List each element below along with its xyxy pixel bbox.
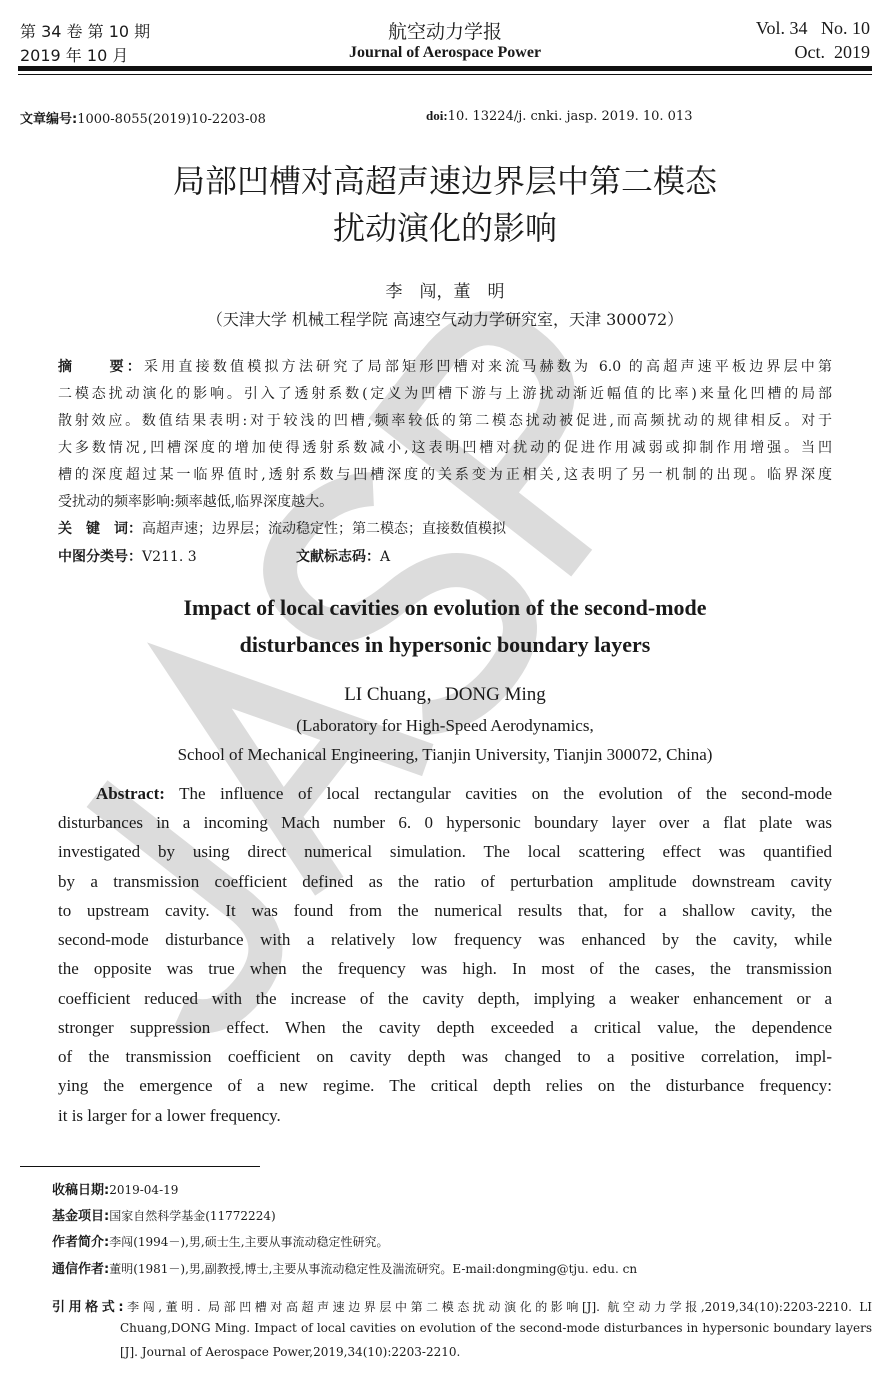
- date-cn: 2019 年 10 月: [20, 46, 129, 65]
- affiliation-cn: （天津大学 机械工程学院 高速空气动力学研究室，天津 300072）: [206, 310, 684, 329]
- abstract-en-line: it is larger for a lower frequency.: [58, 1106, 281, 1125]
- abstract-en-line: the opposite was true when the frequency was high. In most of the cases, the transmission: [58, 959, 832, 978]
- abstract-cn-line: 受扰动的频率影响:频率越低,临界深度越大。: [58, 494, 334, 510]
- corresponding-author: 通信作者:董明(1981－),男,副教授,博士,主要从事流动稳定性及湍流研究。E-mail:dongming@tju. edu. cn: [52, 1262, 638, 1277]
- abstract-en-line: investigated by using direct numerical simulation. The local scattering effect was quantified: [58, 842, 832, 861]
- affiliation-en-line2: School of Mechanical Engineering, Tianjin University, Tianjin 300072, China): [177, 745, 713, 764]
- funding: 基金项目:国家自然科学基金(11772224): [52, 1209, 276, 1224]
- abstract-en-line: disturbances in a incoming Mach number 6. 0 hypersonic boundary layer over a flat plate was: [58, 813, 832, 832]
- abstract-cn-line: 槽的深度超过某一临界值时,透射系数与凹槽深度的关系变为正相关,这表明了另一机制的出现。临界深度: [58, 467, 832, 483]
- abstract-en-line: Abstract: The influence of local rectangular cavities on the evolution of the second-mode: [96, 784, 832, 803]
- volume-en: Vol. 34 No. 10: [755, 18, 870, 38]
- title-cn-line2: 扰动演化的影响: [332, 209, 558, 247]
- abstract-en-line: stronger suppression effect. When the cavity depth exceeded a critical value, the dependence: [58, 1018, 832, 1037]
- title-en-line1: Impact of local cavities on evolution of the second-mode: [183, 595, 707, 620]
- author-bio: 作者简介:李闯(1994－),男,硕士生,主要从事流动稳定性研究。: [52, 1235, 389, 1250]
- authors-cn: 李 闯，董 明: [385, 282, 505, 302]
- abstract-cn-line: 二模态扰动演化的影响。引入了透射系数(定义为凹槽下游与上游扰动渐近幅值的比率)来量化凹槽的局部: [58, 386, 832, 402]
- footnote-rule: [20, 1166, 260, 1167]
- date-en: Oct. 2019: [794, 42, 870, 62]
- authors-en: LI Chuang，DONG Ming: [344, 684, 546, 705]
- abstract-cn-line: 摘 要：采用直接数值模拟方法研究了局部矩形凹槽对来流马赫数为 6.0 的高超声速平板边界层中第: [58, 359, 833, 375]
- header-rule-thin: [18, 74, 872, 75]
- journal-en: Journal of Aerospace Power: [348, 44, 542, 61]
- received-date: 收稿日期:2019-04-19: [52, 1183, 179, 1198]
- abstract-cn-line: 大多数情况,凹槽深度的增加使得透射系数减小,这表明凹槽对扰动的促进作用减弱或抑制作用增强。当凹: [58, 440, 832, 456]
- title-en-line2: disturbances in hypersonic boundary layers: [239, 632, 651, 657]
- citation-line: Chuang,DONG Ming. Impact of local cavities on evolution of the second-mode disturbances in hypersonic boundary layers: [120, 1321, 872, 1335]
- document-code: 文献标志码：A: [296, 549, 391, 565]
- citation-line: 引用格式:李闯,董明. 局部凹槽对高超声速边界层中第二模态扰动演化的影响[J]. 航空动力学报,2019,34(10):2203-2210. LI: [52, 1300, 872, 1315]
- abstract-en-line: of the transmission coefficient on cavity depth was changed to a positive correlation, impl-: [58, 1047, 832, 1066]
- header-rule-thick: [18, 66, 872, 71]
- abstract-en-line: coefficient reduced with the increase of the cavity depth, implying a weaker enhancement or a: [58, 989, 832, 1008]
- keywords-cn: 关 键 词：高超声速；边界层；流动稳定性；第二模态；直接数值模拟: [58, 521, 506, 537]
- abstract-en-line: second-mode disturbance with a relatively low frequency was enhanced by the cavity, while: [58, 930, 832, 949]
- article-number: 文章编号:1000-8055(2019)10-2203-08: [20, 112, 266, 127]
- citation-line: [J]. Journal of Aerospace Power,2019,34(10):2203-2210.: [120, 1345, 461, 1359]
- clc-number: 中图分类号：V211. 3: [58, 549, 197, 565]
- volume-cn: 第 34 卷 第 10 期: [20, 22, 151, 41]
- title-cn-line1: 局部凹槽对高超声速边界层中第二模态: [172, 162, 718, 200]
- abstract-en-line: by a transmission coefficient defined as the ratio of perturbation amplitude downstream cavity: [58, 872, 832, 891]
- abstract-en-line: ying the emergence of a new regime. The critical depth relies on the disturbance frequency:: [58, 1076, 832, 1095]
- abstract-en-line: to upstream cavity. It was found from the numerical results that, for a shallow cavity, the: [58, 901, 832, 920]
- abstract-cn-line: 散射效应。数值结果表明:对于较浅的凹槽,频率较低的第二模态扰动被促进,而高频扰动的规律相反。对于: [58, 413, 832, 429]
- doi: doi:10. 13224/j. cnki. jasp. 2019. 10. 013: [426, 108, 693, 124]
- journal-cn: 航空动力学报: [387, 21, 503, 43]
- affiliation-en-line1: (Laboratory for High-Speed Aerodynamics,: [296, 716, 594, 735]
